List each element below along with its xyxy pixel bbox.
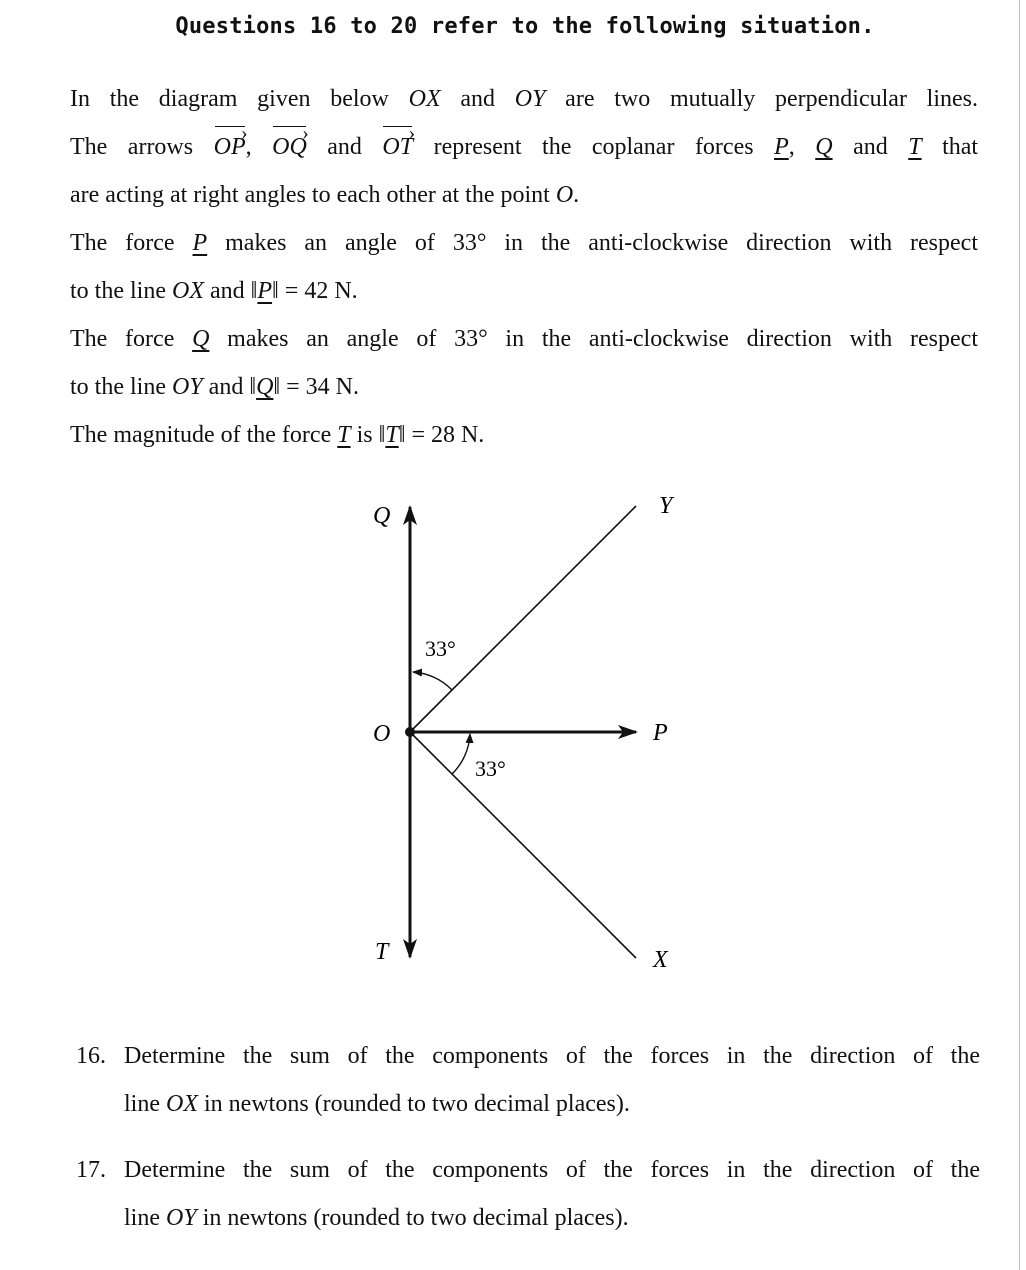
question-16 (76, 1032, 980, 1128)
label-x: X (653, 947, 668, 973)
vector-ot: OT › (382, 123, 413, 171)
intro-line-5: to the line OX and ‖P‖ = 42 N. (70, 278, 358, 304)
intro-line-3: are acting at right angles to each other at the point O. (70, 182, 580, 208)
question-text: line OX in newtons (rounded to two decimal places). (124, 1091, 630, 1117)
label-q: Q (373, 503, 391, 529)
section-heading: Questions 16 to 20 refer to the following situation. (175, 14, 875, 39)
intro-line-6: The force Q makes an angle of 33° in the anti-clockwise direction with respect (70, 326, 978, 352)
vector-op: OP › (214, 123, 246, 171)
label-p: P (653, 720, 668, 746)
question-number: 17. (76, 1157, 106, 1183)
angle-label-upper: 33° (425, 636, 456, 661)
label-y: Y (659, 493, 673, 519)
intro-line-8: The magnitude of the force T is ‖T‖ = 28 N. (70, 422, 485, 448)
intro-line-1: In the diagram given below OX and OY are two mutually perpendicular lines. (70, 86, 979, 112)
angle-label-lower: 33° (475, 756, 506, 781)
page-edge (1019, 0, 1020, 1270)
question-text: line OY in newtons (rounded to two decimal places). (124, 1205, 629, 1231)
line-ox (410, 732, 636, 958)
intro-line-4: The force P makes an angle of 33° in the anti-clockwise direction with respect (70, 230, 978, 256)
angle-arc-lower (452, 734, 470, 774)
angle-arc-upper (413, 672, 452, 690)
question-text: Determine the sum of the components of the forces in the direction of the (124, 1043, 980, 1069)
question-number: 16. (76, 1043, 106, 1069)
intro-line-2: The arrows OP ›, OQ › and OT › represent the coplanar forces P, Q and T that (70, 123, 978, 171)
intro-line-7: to the line OY and ‖Q‖ = 34 N. (70, 374, 360, 400)
question-text: Determine the sum of the components of the forces in the direction of the (124, 1157, 980, 1183)
label-o: O (373, 721, 391, 747)
question-17 (76, 1146, 980, 1242)
line-oy (410, 506, 636, 732)
label-t: T (375, 939, 389, 965)
vector-oq: OQ › (272, 123, 307, 171)
point-o (405, 727, 415, 737)
